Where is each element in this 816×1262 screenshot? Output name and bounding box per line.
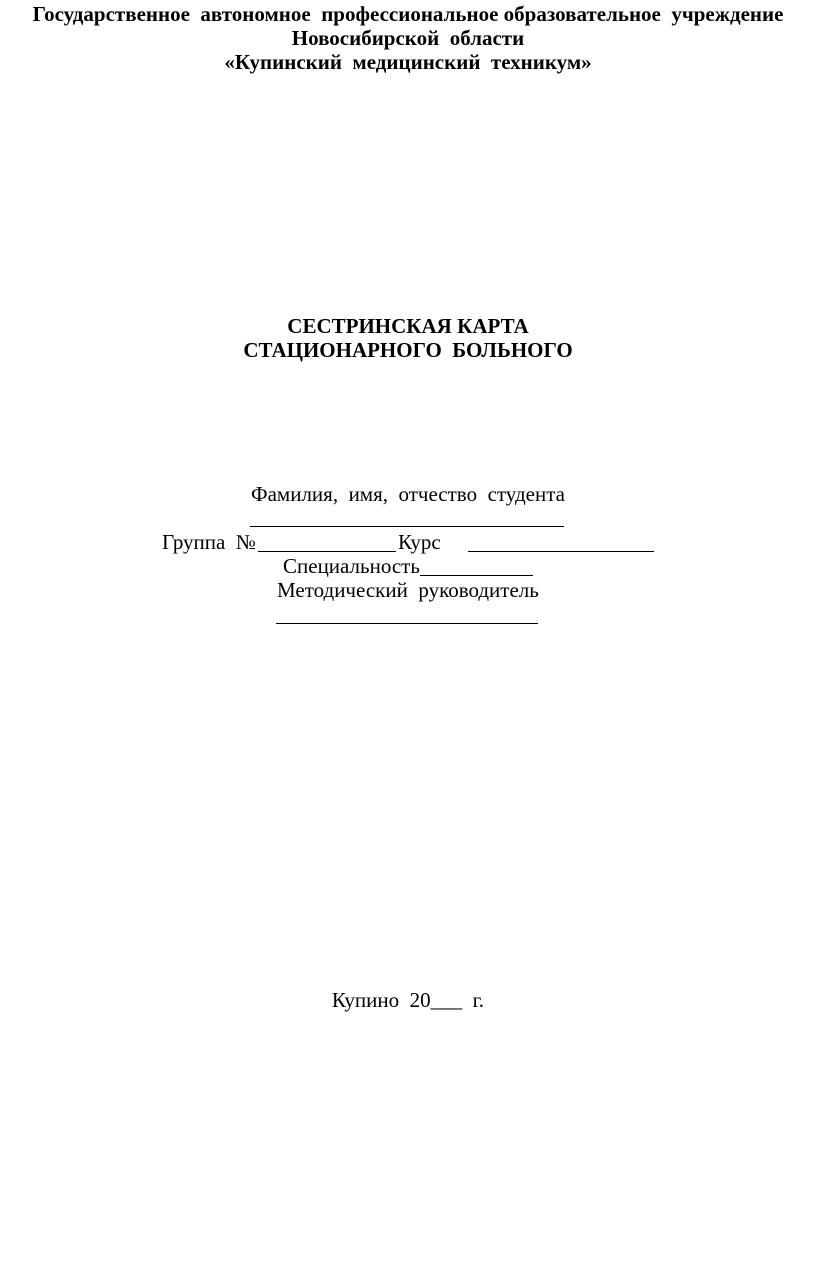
supervisor-blank[interactable] bbox=[276, 623, 538, 624]
group-number-blank[interactable] bbox=[258, 551, 396, 552]
student-name-blank[interactable] bbox=[250, 526, 564, 527]
specialty-blank[interactable] bbox=[420, 575, 533, 576]
supervisor-label: Методический руководитель bbox=[277, 578, 539, 602]
institution-name-line-2: Новосибирской области bbox=[291, 26, 525, 50]
institution-name-line-3: «Купинский медицинский техникум» bbox=[224, 50, 592, 74]
student-name-label: Фамилия, имя, отчество студента bbox=[251, 482, 565, 506]
document-title-line-2: СТАЦИОНАРНОГО БОЛЬНОГО bbox=[243, 338, 573, 362]
course-label: Курс bbox=[398, 530, 441, 554]
specialty-label: Специальность bbox=[283, 554, 420, 578]
place-and-year: Купино 20___ г. bbox=[331, 988, 485, 1012]
document-title-line-1: СЕСТРИНСКАЯ КАРТА bbox=[287, 314, 529, 338]
group-label: Группа № bbox=[162, 530, 256, 554]
institution-name-line-1: Государственное автономное профессиональное образовательное учреждение bbox=[32, 2, 784, 26]
course-blank[interactable] bbox=[468, 551, 654, 552]
